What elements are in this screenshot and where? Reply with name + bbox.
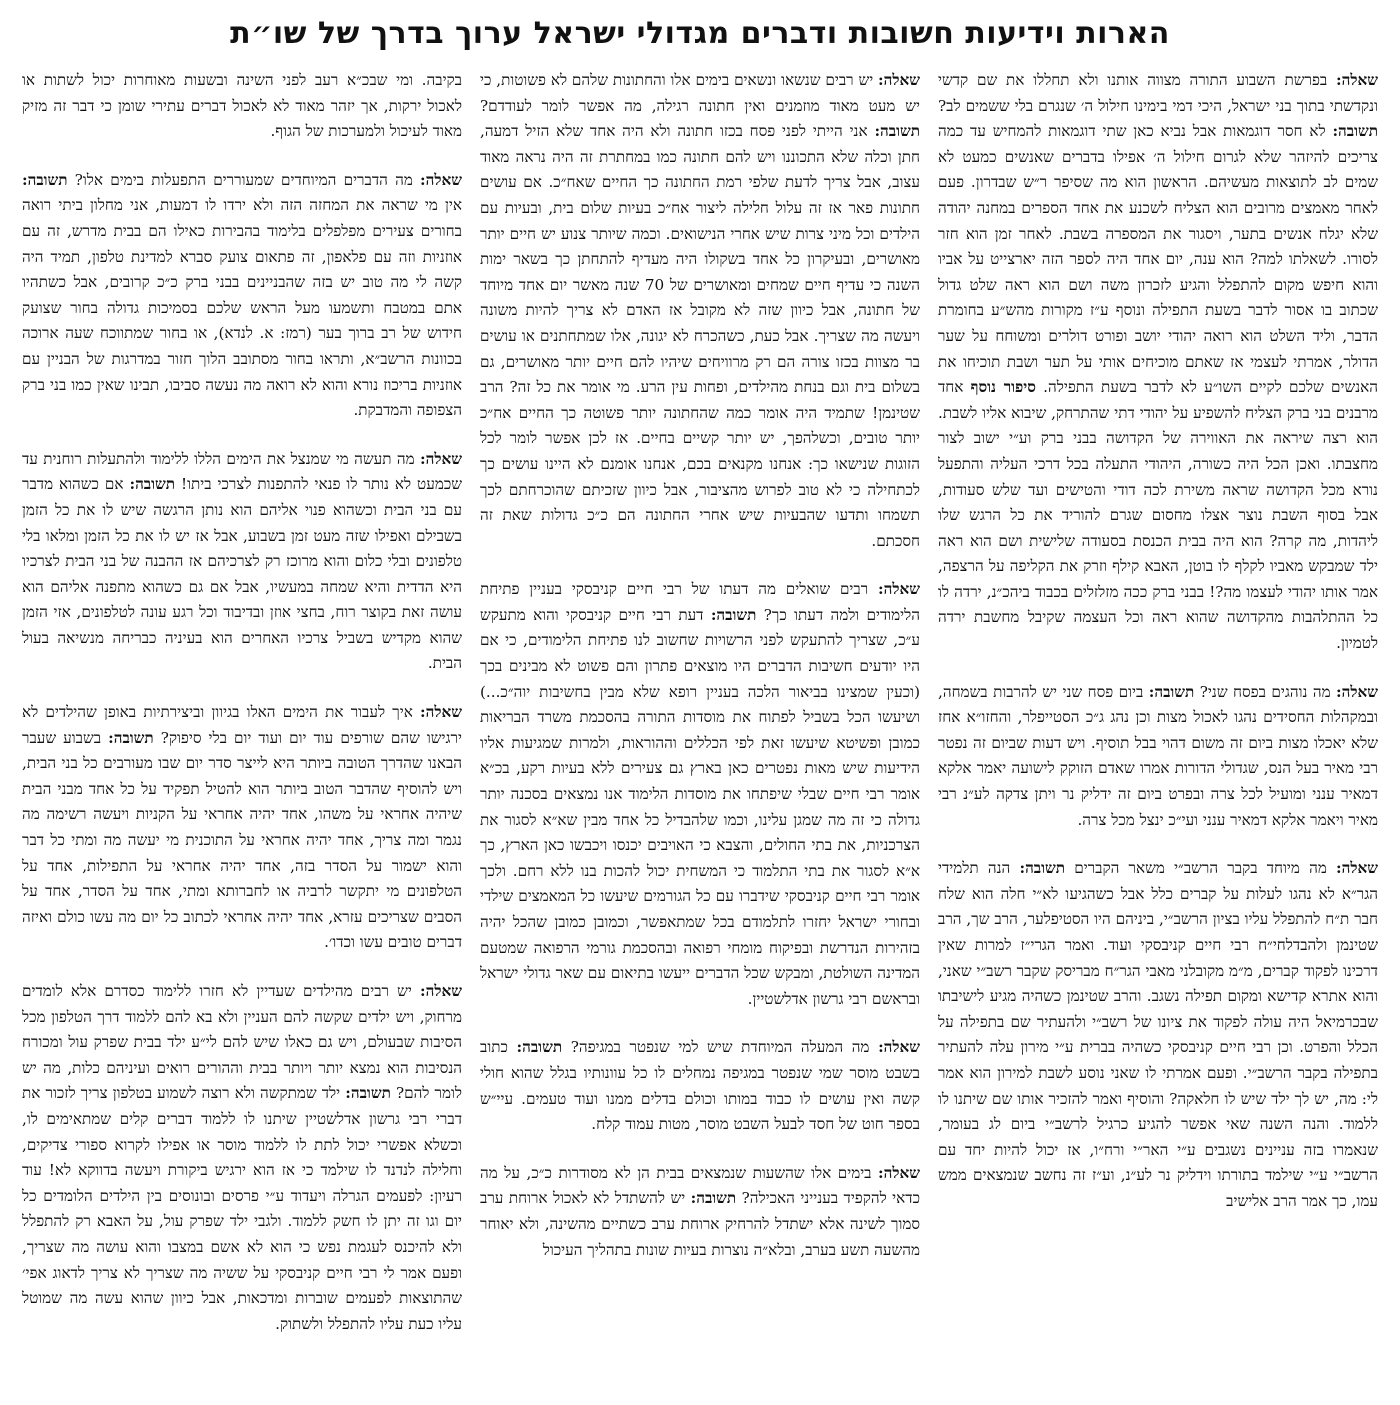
qa-paragraph: שאלה: מה המעלה המיוחדת שיש למי שנפטר במגיפה? תשובה: כתוב בשבט מוסר שמי שנפטר במגיפה נמחלים לו כל עוונותיו בגלל שהוא חולי קשה ואין עושים לו כבוד במותו וכולם בדלים ממנו ועוד טעמים. עיי״ש בספר חוט של חסד לבעל השבט מוסר, מטות עמוד קלח. (480, 1038, 920, 1134)
qa-paragraph: שאלה: מה מיוחד בקבר הרשב״י משאר הקברים תשובה: הנה תלמידי הגר״א לא נהגו לעלות על קברים כלל אבל כשהגיעו לא״י חלה הוא שלח חבר ת״ח להתפלל עליו בציון הרשב״י, ביניהם היו הסטיפלער, הרב שך, הרב שטינמן ולהבדלחי״ח רבי חיים קניבסקי ועוד. ואמר הגרי״ז למרות שאין דרכינו לפקוד קברים, מ״מ מקובלני מאבי הגר״ח מבריסק שקבר רשב״י שאני, והוא אתרא קדישא ומקום תפילה נשגב. והרב שטינמן כשהיה מגיע לישיבתו שבכרמיאל היה עולה לפקוד את ציונו של רשב״י ולהעתיר שם בתפילה על הכלל והפרט. וכן רבי חיים קניבסקי כשהיה בברית ע״י מירון עלה להעתיר בתפילה בקבר הרשב״י. ופעם אמרתי לו שאני נוסע לשבת למירון הוא אמר לי: מה, יש לך ילד שיש לו חלאקה? והוסיף ואמר להזכיר אותו שם שיתנו לו ללמוד. והנה השנה שאי אפשר להגיע כרגיל לרשב״י ביום לג בעומר, שנאמרו בזה עניינים נשגבים ע״י האר״י ורח״ו, אז יכול להיות יחד עם הרשב״י ע״י שילמד בתורתו וידליק נר לע״נ, וע״ז זה נחשב שנמצאים ממש עמו, כך אמר הרב אלישיב (938, 859, 1378, 1210)
qa-paragraph: שאלה: מה נוהגים בפסח שני? תשובה: ביום פסח שני יש להרבות בשמחה, ובמקהלות החסידים נהגו לאכול מצות וכן נהג ג״כ הסטייפלר, והחזו״א אחז שלא יאכלו מצות ביום זה משום דהוי בבל תוסיף. ויש דעות שביום זה נפטר רבי מאיר בעל הנס, שגדולי הדורות אמרו שאדם הזוקק לישועה יאמר אלקא דמאיר ענני ומועיל לכל צרה ובפרט ביום זה ידליק נר ויתן צדקה לע״נ רבי מאיר ויאמר אלקא דמאיר ענני ועי״כ ינצל מכל צרה. (938, 682, 1378, 829)
qa-paragraph: שאלה: רבים שואלים מה דעתו של רבי חיים קניבסקי בעניין פתיחת הלימודים ולמה דעתו כך? תשובה: דעת רבי חיים קניבסקי והוא מתעקש ע״כ, שצריך להתעקש לפני הרשויות שחשוב לנו פתיחת הלימודים, כי אם היו יודעים חשיבות הדברים היו מוצאים פתרון והם פשוט לא מבינים בכך (וכעין שמצינו בביאור הלכה בעניין רופא שלא מבין בחשיבות יוה״כ...) ושיעשו הכל בשביל לפתוח את מוסדות התורה בהסכמת משרד הבריאות כמובן ופשיטא שיעשו זאת לפי הכללים וההוראות, ולמרות שמגיעות אליו הידיעות שיש מאות נפטרים כאן בארץ גם צעירים ללא בעיות רקע, בכ״א אומר רבי חיים שבלי שיפתחו את מוסדות הלימוד אנו נמצאים בסכנה יותר גדולה כי זה מה שמגן עלינו, וכמו שלהבדיל כל אחד מבין שא״א לסגור את הצרכניות, את בתי החולים, והצבא כי האויבים יכנסו ויכבשו כאן הארץ, כך א״א לסגור את בתי התלמוד כי המשחית יכול להכות בנו ללא רחם. ולכך אומר רבי חיים קניבסקי שידברו עם כל הגורמים שיעשו כל המאמצים שילדי ובחורי ישראל יחזרו לתלמודם בכל שמתאפשר, וכמובן כמובן שהכל יהיה בזהירות הנדרשת ובפיקוח מומחי רפואה ובהסכמת גורמי הרפואה שמטעם המדינה השולטת, ומבקש שכל הדברים ייעשו בתיאום עם שאר גדולי ישראל ובראשם רבי גרשון אדלשטיין. (480, 580, 920, 1008)
qa-paragraph: שאלה: בפרשת השבוע התורה מצווה אותנו ולא תחללו את שם קדשי ונקדשתי בתוך בני ישראל, היכי דמי בימינו חילול ה׳ שנגרם בלי ששמים לב? תשובה: לא חסר דוגמאות אבל נביא כאן שתי דוגמאות להמחיש עד כמה צריכים להיזהר שלא לגרום חילול ה׳ אפילו בדברים שאנשים כמעט לא שמים לב לתוצאות מעשיהם. הראשון הוא מה שסיפר ר״ש שבדרון. פעם לאחר מאמצים מרובים הוא הצליח לשכנע את אחד הספרים במחנה יהודה שלא יגלח אנשים בתער, ויסגור את המספרה בשבת. לאחר זמן הוא חזר לסורו. לשאלתו למה? הוא ענה, יום אחד היה לספר הזה יארצייט על אביו והוא חיפש מקום להתפלל והגיע לזכרון משה ושם הוא ראה שלט גדול שכתוב בו אסור לדבר בשעת התפילה ונוסף ע״ז מקורות מהש״ע בחומרת הדבר, וליד השלט הוא רואה יהודי יושב ופורט דולרים ומשוחח על שער הדולר, אמרתי לעצמי אז שאתם מוכיחים אותי על תער ושבת תוכיחו את האנשים שלכם לקיים השו״ע לא לדבר בשעת התפילה. סיפור נוסף אחד מרבנים בני ברק הצליח להשפיע על יהודי דתי שהתרחק, שיבוא אליו לשבת. הוא רצה שיראה את האווירה של הקדושה בבני ברק וע״י ישוב לצור מחצבתו. ואכן הכל היה כשורה, היהודי התעלה בכל דרכי העליה והתפעל נורא מכל הקדושה שראה משירת לכה דודי והטישים ועד שלש סעודות, אבל בסוף השבת נוצר אצלו מחסום שגרם להוריד את כל הרגש שלו ליהדות, מה קרה? הוא היה בבית הכנסת בסעודה שלישית ושם הוא ראה ילד שמבקש מאביו לקלף לו בוטן, האבא קילף וזרק את הקליפה על הרצפה, אמר אותו יהודי לעצמו מה?! בבני ברק ככה מזלזלים בכבוד ביהכ״נ, ירדה לו כל ההתלהבות מהקדושה שהוא ראה וכל העצמה שקיבל מחשבת ירדה לטמיון. (938, 71, 1378, 653)
column-middle (480, 68, 920, 1394)
qa-paragraph: שאלה: בימים אלו שהשעות שנמצאים בבית הן לא מסודרות כ״כ, על מה כדאי להקפיד בענייני האכילה? תשובה: יש להשתדל לא לאכול ארוחת ערב סמוך לשינה אלא ישתדל להרחיק ארוחת ערב כשתיים מהשינה, ולא יאוחר מהשעה תשע בערב, ובלא״ה נוצרות בעיות שונות בתהליך העיכול (480, 1163, 920, 1259)
qa-paragraph: שאלה: מה הדברים המיוחדים שמעוררים התפעלות בימים אלו? תשובה: אין מי שראה את המחזה הזה ולא ירדו לו דמעות, אני מחלון ביתי רואה בחורים צעירים מפלפלים בלימוד בהבירות כאילו הם בבית מדרש, זה עם אוזניות וזה עם פלאפון, זה פתאום צועק סברא למדינת טלפון, תמיד היה קשה לי מה טוב יש בזה שהבניינים בבני ברק כ״כ קרובים, אבל כשתהיו אתם במטבח ותשמעו מעל הראש שלכם בסמיכות גדולה בחור שצועק חידוש של רב ברוך בער (רמז: א. לנדא), או בחור שמתווכח שעה ארוכה בכוונות הרשב״א, ותראו בחור מסתובב הלוך חזור במדרגות של הבניין עם אוזניות בריכוז נורא והוא לא רואה מה נעשה סביבו, תבינו שאין כמו בני ברק הצפופה והמדבקת. (22, 170, 462, 420)
qa-paragraph: בקיבה. ומי שבכ״א רעב לפני השינה ובשעות מאוחרות יכול לשתות או לאכול ירקות, אך יזהר מאוד לא לאכול דברים עתירי שומן כי דבר זה מזיק מאוד לעיכול ולמערכות של הגוף. (22, 71, 462, 141)
column-left (22, 68, 462, 1394)
qa-paragraph: שאלה: יש רבים שנשאו ונשאים בימים אלו והחתונות שלהם לא פשוטות, כי יש מעט מאוד מוזמנים ואין חתונה רגילה, מה אפשר לומר לעודדם? תשובה: אני הייתי לפני פסח בכזו חתונה ולא היה אחד שלא הזיל דמעה, חתן וכלה שלא התכוננו ויש להם חתונה כמו במחתרת זה היה נראה מאוד עצוב, אבל צריך לדעת שלפי רמת החתונה כך החיים שאח״כ. אם עושים חתונות פאר אז זה עלול חלילה ליצור אח״כ בעיות שלום בית, ובעיות עם הילדים וכל מיני צרות שיש אחרי הנישואים. וכמה שיותר צנוע יש חיים יותר מאושרים, ובעיקרון כל אחד בשקולו היה מעדיף להתחתן כך בשאר ימות השנה כי עדיף חיים שמחים ומאושרים של 70 שנה מאשר יום אחד מיוחד של חתונה, אבל כיוון שזה לא מקובל אז האדם לא צריך להיות משונה ויעשה מה שצריך. אבל כעת, כשהכרח לא יגונה, אלו שמתחתנים או עושים בר מצוות בכזו צורה הם רק מרוויחים שיהיו להם חיים יותר מאושרים, גם בשלום בית וגם בנחת מהילדים, ופחות עין הרע. מי אומר את כל זה? הרב שטינמן! שתמיד היה אומר כמה שהחתונה יותר פשוטה כך החיים אח״כ יותר טובים, וכשלהפך, יש יותר קשיים בחיים. אז לכן אפשר לומר לכל הזוגות שנישאו כך: אנחנו מקנאים בכם, אנחנו אומנם לא היינו עושים כך לכתחילה כי לא טוב לפרוש מהציבור, אבל כיוון שזכיתם שהוכרחתם לכך תשמחו ותדעו שהבעיות שיש אחרי החתונה הם כ״כ גדולות שאת זה חסכתם. (480, 71, 920, 550)
qa-paragraph: שאלה: איך לעבור את הימים האלו בגיוון וביצירתיות באופן שהילדים לא ירגישו שהם שורפים עוד יום ועוד יום בלי סיפוק? תשובה: בשבוע שעבר הבאנו שהדרך הטובה ביותר היא לייצר סדר יום שבו מעורבים כל בני הבית, ויש להוסיף שהדבר הטוב ביותר הוא להטיל תפקיד על כל אחד מבני הבית שיהיה אחראי על משהו, אחד יהיה אחראי על הקניות ויעשה רשימה מה נגמר ומה צריך, אחד יהיה אחראי על התוכנית מי יעשה מה ומתי כל דבר והוא ישמור על הסדר בזה, אחד יהיה אחראי על התפילות, אחד על הטלפונים מי יתקשר לרביה או לחברותא ומתי, אחד על הסדר, אחד על הסבים שצריכים עזרא, אחד יהיה אחראי לכתוב כל יום מה עשו כולם ואיזה דברים טובים עשו וכדו׳. (22, 703, 462, 952)
column-right (938, 68, 1378, 1394)
qa-paragraph: שאלה: יש רבים מהילדים שעדיין לא חזרו ללימוד כסדרם אלא לומדים מרחוק, ויש ילדים שקשה להם העניין ולא בא להם ללמוד דרך הטלפון מכל הסיבות שבעולם, ויש גם כאלו שיש להם לי״ע ילד בבית שפרק עול ומכורח הנסיבות הוא נמצא יותר ויותר בבית וההורים רואים ועיניהם כלות, מה יש לומר להם? תשובה: ילד שמתקשה ולא רוצה לשמוע בטלפון צריך לזכור את דברי רבי גרשון אדלשטיין שיתנו לו ללמוד דברים קלים שמתאימים לו, וכשלא אפשרי יכול לתת לו ללמוד מוסר או אפילו לקרוא ספורי צדיקים, וחלילה לנדנד לו שילמד כי אז הוא ירגיש ביקורת ויעשה בדווקא לא! עוד רעיון: לפעמים הגרלה ויעדוד ע״י פרסים ובונוסים בין הילדים הלומדים כל יום וגו זה יתן לו חשק ללמוד. ולגבי ילד שפרק עול, על האבא רק להתפלל ולא להיכנס לעגמת נפש כי הוא לא אשם במצבו והוא עושה מה שצריך, ופעם אמר לי רבי חיים קניבסקי על ששיה מה שצריך לא צריך לדאוג אפי׳ שהתוצאות לפעמים שוברות ומדכאות, אבל כיוון שהוא עשה מה שמוטל עליו כעת עליו להתפלל ולשתוק. (22, 982, 462, 1333)
article-columns (22, 68, 1378, 1394)
qa-paragraph: שאלה: מה תעשה מי שמנצל את הימים הללו ללימוד ולהתעלות רוחנית עד שכמעט לא נותר לו פנאי להתפנות לצרכי ביתו! תשובה: אם כשהוא מדבר עם בני הבית וכשהוא פנוי אליהם הוא נותן הרגשה שיש לו את כל הזמן בשבילם ואפילו שזה מעט זמן בשבוע, אבל אז יש לו את כל הזמן ומלאו בלי טלפונים ובלי כלום והוא מרוכז רק לצרכיהם אז ההבנה של בני הבית לצרכיו היא הדדית והיא שמחה במעשיו, אבל אם גם כשהוא מתפנה אליהם הוא עושה זאת בקוצר רוח, בחצי אוזן ובדיבוד וכל רגע עונה לטלפונים, אזי הזמן שהוא מקדיש בשביל צרכיו האחרים הוא בעיניה כבריחה מנשיאה בעול הבית. (22, 449, 462, 673)
page-title: הארות וידיעות חשובות ודברים מגדולי ישראל ערוך בדרך של שו״ת (230, 16, 1170, 51)
